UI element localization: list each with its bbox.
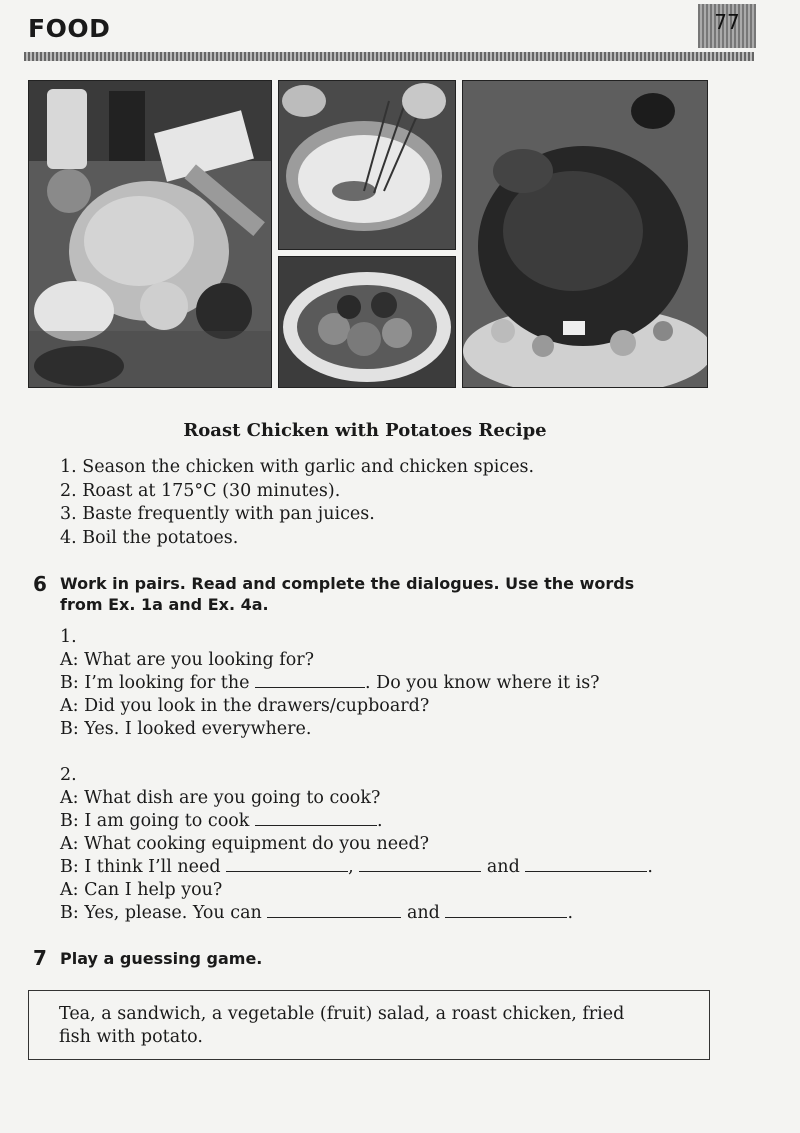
dialogue-text: B: I am going to cook bbox=[60, 811, 250, 831]
whisking-photo bbox=[278, 80, 456, 250]
answer-blank[interactable] bbox=[525, 857, 647, 872]
dialogue-line: A: Can I help you? bbox=[60, 880, 223, 900]
recipe-step: 2. Roast at 175°C (30 minutes). bbox=[60, 480, 341, 501]
dialogue-text: and bbox=[406, 903, 440, 923]
dialogue-text: . bbox=[647, 857, 653, 877]
section-title: FOOD bbox=[28, 14, 111, 43]
dialogue-text: . bbox=[567, 903, 574, 923]
dialogue-2 bbox=[60, 764, 653, 925]
answer-blank[interactable] bbox=[445, 903, 567, 918]
ingredients-photo bbox=[28, 80, 272, 388]
page-header bbox=[0, 0, 800, 70]
word-box bbox=[28, 990, 710, 1060]
instruction-line: from Ex. 1a and Ex. 4a. bbox=[60, 595, 269, 614]
dialogue-text: B: I think I’ll need bbox=[60, 857, 221, 877]
header-rule bbox=[24, 52, 754, 61]
dialogue-1 bbox=[60, 626, 600, 741]
page-number-tab bbox=[698, 4, 756, 48]
dialogue-text: B: Yes, please. You can bbox=[60, 903, 262, 923]
exercise-6-number: 6 bbox=[33, 572, 47, 596]
word-box-text bbox=[59, 1003, 699, 1049]
dialogue-line bbox=[60, 810, 653, 833]
dialogue-text: B: I’m looking for the bbox=[60, 673, 250, 693]
exercise-6-instruction bbox=[60, 573, 634, 615]
dialogue-line bbox=[60, 672, 600, 695]
dialogue-label: 1. bbox=[60, 627, 77, 647]
exercise-7-number: 7 bbox=[33, 946, 47, 970]
recipe-step: 3. Baste frequently with pan juices. bbox=[60, 504, 375, 524]
dialogue-line bbox=[60, 902, 653, 925]
word-box-line: fish with potato. bbox=[59, 1027, 203, 1047]
answer-blank[interactable] bbox=[226, 857, 348, 872]
dialogue-text: and bbox=[486, 857, 520, 877]
dialogue-text: . Do you know where it is? bbox=[365, 673, 600, 693]
word-box-line: Tea, a sandwich, a vegetable (fruit) salad, a roast chicken, fried bbox=[59, 1004, 625, 1024]
answer-blank[interactable] bbox=[255, 673, 365, 688]
exercise-7-instruction: Play a guessing game. bbox=[60, 949, 263, 968]
dialogue-line: A: What cooking equipment do you need? bbox=[60, 834, 430, 854]
dialogue-line: A: Did you look in the drawers/cupboard? bbox=[60, 696, 430, 716]
answer-blank[interactable] bbox=[255, 811, 377, 826]
recipe-step: 1. Season the chicken with garlic and chicken spices. bbox=[60, 457, 535, 477]
dialogue-line: B: Yes. I looked everywhere. bbox=[60, 719, 312, 739]
recipe-step: 4. Boil the potatoes. bbox=[60, 527, 239, 548]
recipe-steps bbox=[60, 456, 534, 550]
instruction-line: Work in pairs. Read and complete the dialogues. Use the words bbox=[60, 574, 635, 593]
dialogue-text: , bbox=[348, 857, 354, 877]
dialogue-line: A: What are you looking for? bbox=[60, 650, 315, 670]
dialogue-label: 2. bbox=[60, 765, 77, 785]
roast-chicken-photo bbox=[462, 80, 708, 388]
dialogue-line bbox=[60, 856, 653, 879]
potatoes-photo bbox=[278, 256, 456, 388]
page-number: 77 bbox=[714, 10, 740, 34]
recipe-title: Roast Chicken with Potatoes Recipe bbox=[183, 420, 547, 441]
answer-blank[interactable] bbox=[359, 857, 481, 872]
dialogue-line: A: What dish are you going to cook? bbox=[60, 788, 381, 808]
dialogue-text: . bbox=[376, 811, 383, 831]
answer-blank[interactable] bbox=[267, 903, 401, 918]
